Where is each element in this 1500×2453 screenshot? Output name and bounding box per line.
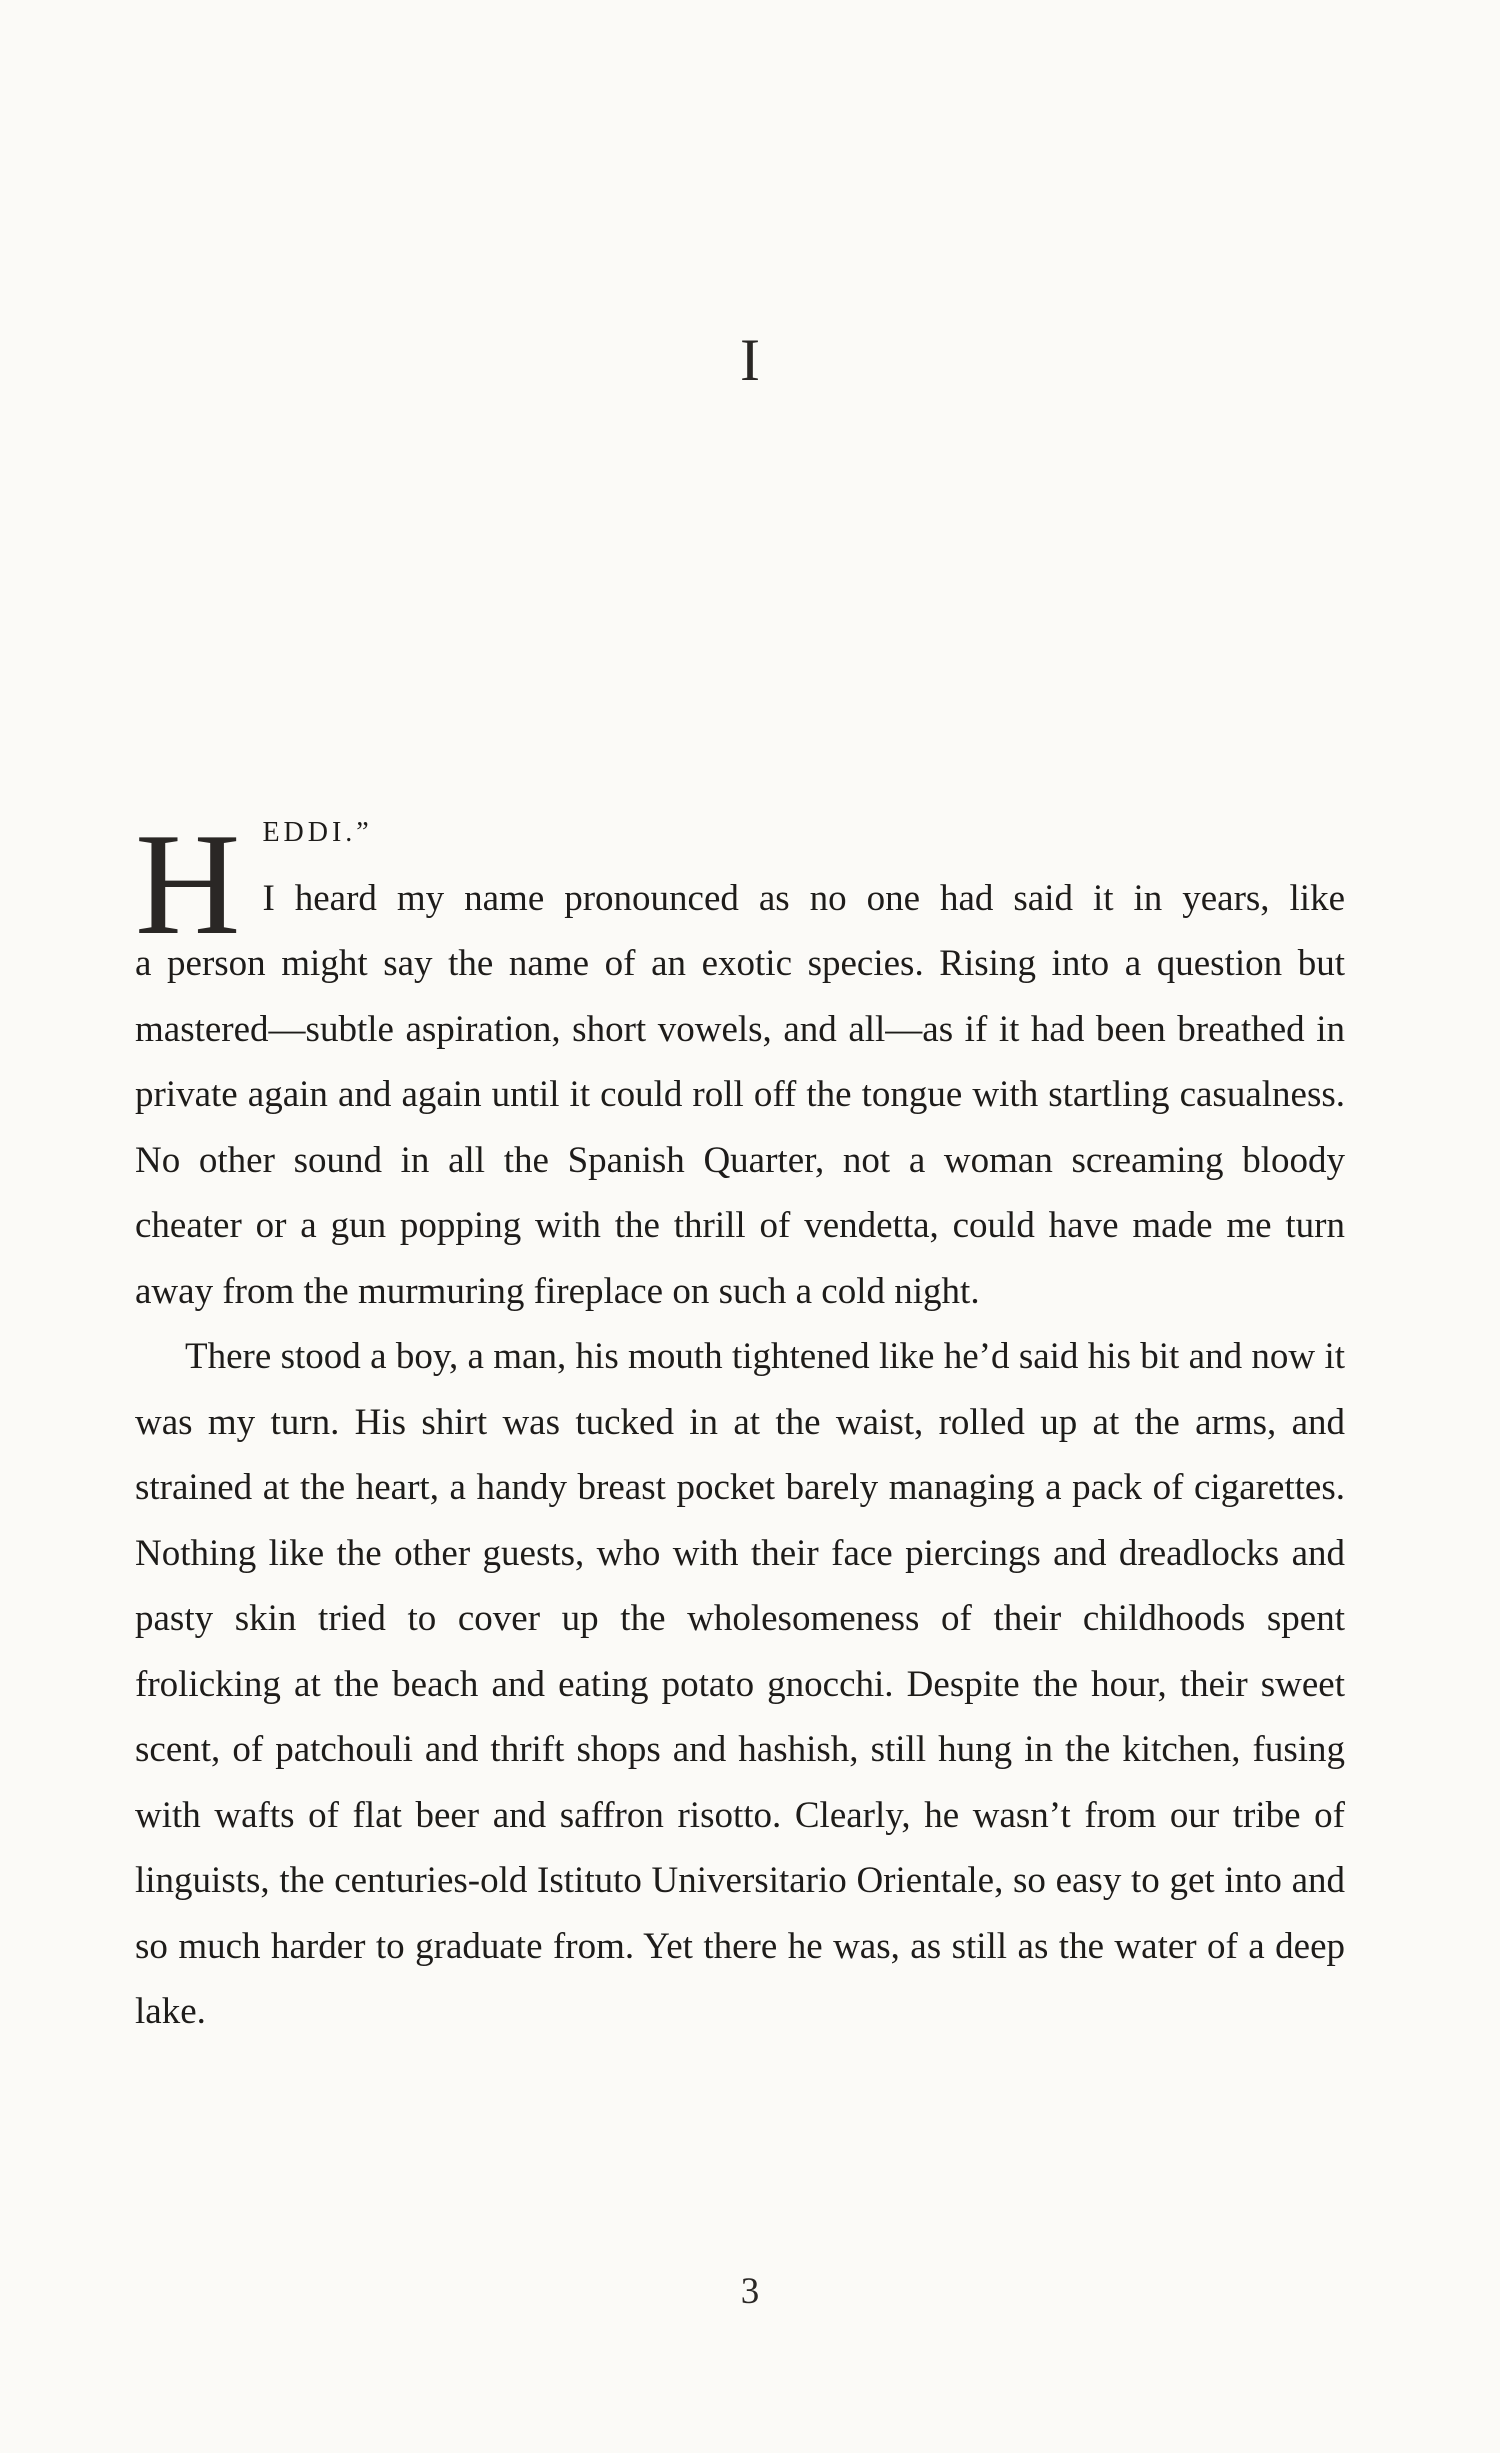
first-line: I heard my name pronounced as no one had said it in years, like bbox=[262, 877, 1345, 919]
opening-text bbox=[262, 800, 1345, 931]
lead-word: EDDI.” bbox=[262, 817, 373, 848]
chapter-number: I bbox=[740, 327, 760, 393]
drop-cap: H bbox=[135, 803, 241, 965]
body-text bbox=[135, 800, 1345, 2045]
page-number: 3 bbox=[740, 2271, 760, 2312]
paragraph: a person might say the name of an exotic species. Rising into a question but mastered—subtle aspiration, short vowels, and all—as if it had been breathed in private again and again until it could roll off the tongue with startling casualness. No other sound in all the Spanish Quarter, not a woman screaming bloody cheater or a gun popping with the thrill of vendetta, could have made me turn away from the murmuring fireplace on such a cold night. bbox=[135, 943, 1345, 1312]
paragraph: There stood a boy, a man, his mouth tightened like he’d said his bit and now it was my turn. His shirt was tucked in at the waist, rolled up at the arms, and strained at the heart, a handy breast pocket barely managing a pack of cigarettes. Nothing like the other guests, who with their face piercings and dreadlocks and pasty skin tried to cover up the wholesomeness of their childhoods spent frolicking at the beach and eating potato gnocchi. Despite the hour, their sweet scent, of patchouli and thrift shops and hashish, still hung in the kitchen, fusing with wafts of flat beer and saffron risotto. Clearly, he wasn’t from our tribe of linguists, the centuries-old Istituto Universitario Orientale, so easy to get into and so much harder to graduate from. Yet there he was, as still as the water of a deep lake. bbox=[135, 1336, 1345, 2032]
opening-lines bbox=[135, 800, 1345, 965]
